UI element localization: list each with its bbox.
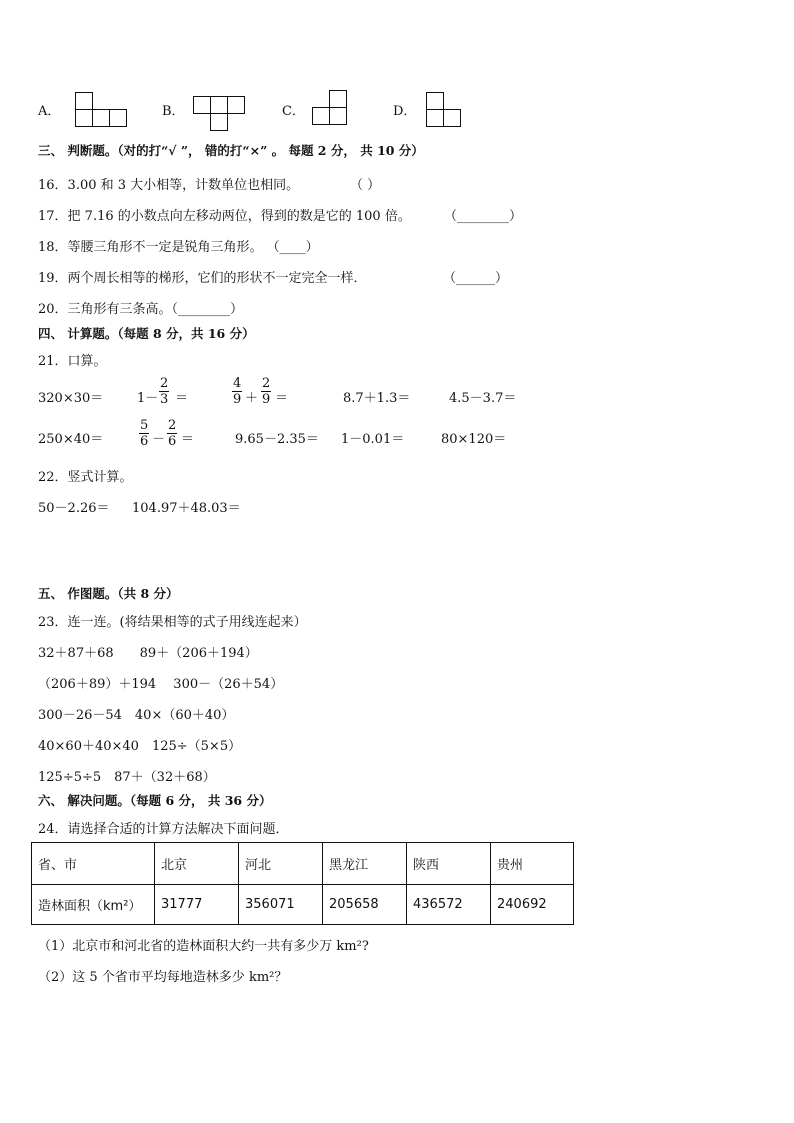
table-row [32,885,574,925]
table-header-cell: 河北 [239,843,323,885]
table-cell: 205658 [323,885,407,925]
question-17-answer-blank[interactable]: （________） [444,209,523,224]
question-16: 16．3.00 和 3 大小相等，计数单位也相同。 [38,178,300,193]
table-header-cell: 北京 [155,843,239,885]
match-row: 125÷5÷5 87＋（32＋68） [38,770,216,785]
section6-heading: 六、 解决问题。（每题 6 分， 共 36 分） [38,793,272,808]
table-header-cell: 省、市 [32,843,155,885]
fraction: $\frac{2}{3}$ [160,376,169,407]
calc-r2-b-equals: ＝ [181,432,195,447]
net-shape-d-icon [425,91,463,127]
sub-question-1: （1）北京市和河北省的造林面积大约一共有多少万 km²? [38,939,369,954]
table-cell: 436572 [407,885,491,925]
question-21: 21．口算。 [38,354,107,369]
question-19-answer-blank[interactable]: （______） [443,271,509,286]
calc-r1-c-equals: ＝ [275,391,289,406]
match-row: （206＋89）＋194 300－（26＋54） [38,677,284,692]
calc-r1-c-operator: ＋ [245,391,259,406]
calc-r1-a: 320×30＝ [38,391,104,406]
table-row-label: 造林面积（km²） [32,885,155,925]
match-row: 300－26－54 40×（60＋40） [38,708,235,723]
calc-r2-a: 250×40＝ [38,432,104,447]
calc-vertical-a: 50－2.26＝ [38,501,110,516]
question-23: 23．连一连。(将结果相等的式子用线连起来） [38,615,307,630]
calc-r2-b-operator: － [152,432,166,447]
match-row: 40×60＋40×40 125÷（5×5） [38,739,242,754]
section5-heading: 五、 作图题。（共 8 分） [38,586,179,601]
section3-heading: 三、 判断题。（对的打“√ ”， 错的打“×” 。 每题 2 分， 共 10 分） [38,143,424,158]
question-17: 17．把 7.16 的小数点向左移动两位，得到的数是它的 100 倍。 [38,209,411,224]
table-header-cell: 贵州 [491,843,574,885]
fraction: $\frac{2}{9}$ [262,376,271,407]
calc-r2-e: 80×120＝ [441,432,507,447]
sub-question-2: （2）这 5 个省市平均每地造林多少 km²？ [38,970,288,985]
option-b-label: B． [162,104,185,119]
question-22: 22．竖式计算。 [38,470,133,485]
table-header-row [32,843,574,885]
option-a-label: A． [38,104,61,119]
option-c-label: C． [282,104,305,119]
calc-vertical-b: 104.97＋48.03＝ [132,501,241,516]
net-shape-a-icon [74,91,128,127]
calc-r1-d: 8.7＋1.3＝ [343,391,411,406]
afforestation-table [31,842,574,925]
question-16-answer-blank[interactable]: （ ） [350,178,381,193]
table-cell: 356071 [239,885,323,925]
calc-r2-d: 1－0.01＝ [341,432,405,447]
question-20: 20．三角形有三条高。（________） [38,302,244,317]
net-shape-b-icon [192,95,246,131]
question-24: 24．请选择合适的计算方法解决下面问题． [38,822,289,837]
table-cell: 240692 [491,885,574,925]
calc-r1-e: 4.5－3.7＝ [449,391,517,406]
option-d-label: D． [393,104,417,119]
fraction: $\frac{4}{9}$ [233,376,242,407]
question-18: 18．等腰三角形不一定是锐角三角形。 （____） [38,240,319,255]
table-header-cell: 黑龙江 [323,843,407,885]
net-shape-c-icon [311,89,349,125]
match-row: 32＋87＋68 89＋（206＋194） [38,646,258,661]
question-19: 19．两个周长相等的梯形，它们的形状不一定完全一样． [38,271,367,286]
calc-r2-c: 9.65－2.35＝ [235,432,319,447]
calc-r1-b-prefix: 1－ [137,391,159,406]
fraction: $\frac{2}{6}$ [168,418,177,449]
section4-heading: 四、 计算题。（每题 8 分，共 16 分） [38,326,255,341]
table-cell: 31777 [155,885,239,925]
table-header-cell: 陕西 [407,843,491,885]
calc-r1-b-equals: ＝ [175,391,189,406]
fraction: $\frac{5}{6}$ [140,418,149,449]
